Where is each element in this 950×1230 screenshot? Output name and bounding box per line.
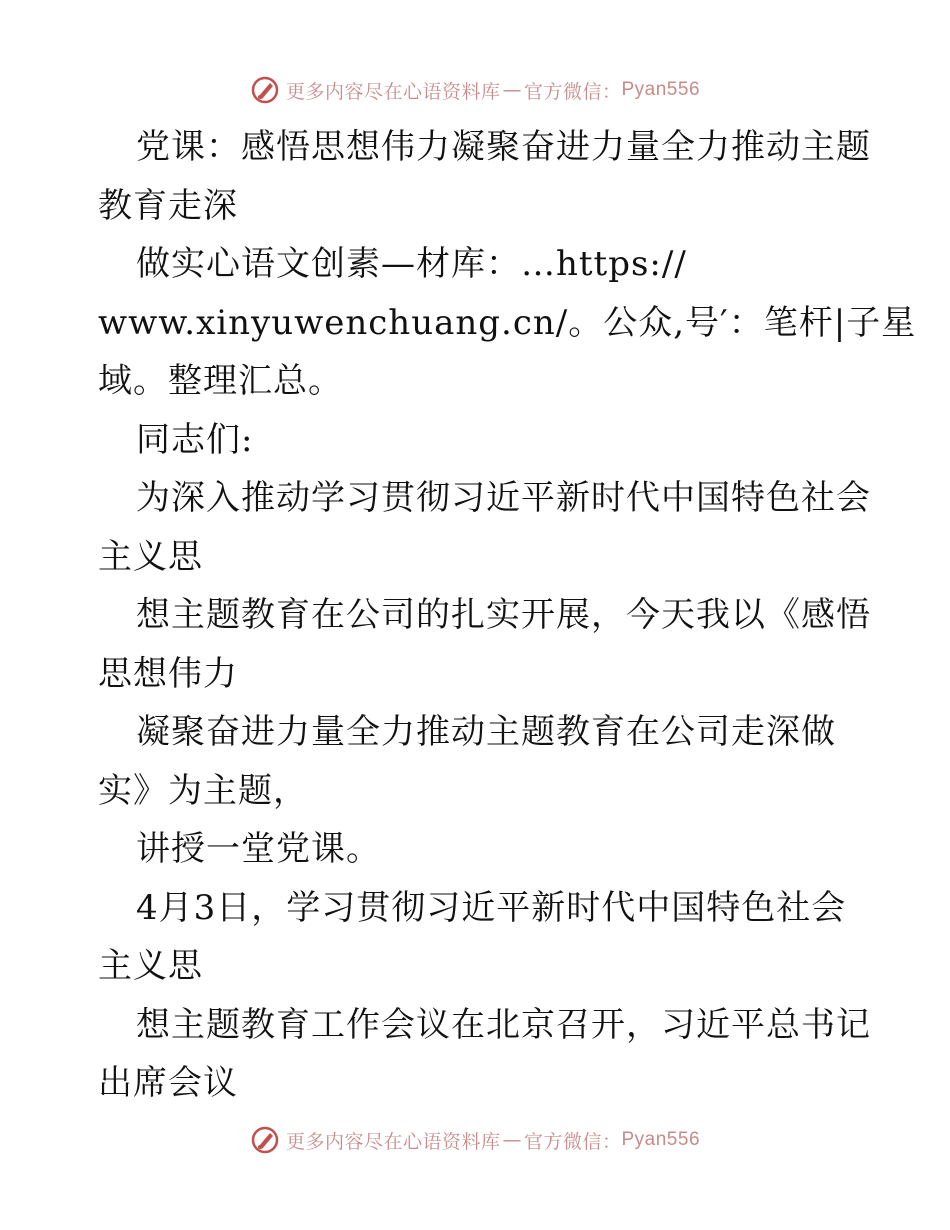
pen-logo-icon bbox=[250, 1125, 280, 1155]
watermark-separator: — bbox=[502, 79, 522, 101]
pen-logo-icon bbox=[250, 75, 280, 105]
watermark-wechat-account: Pyan556 bbox=[621, 1129, 701, 1150]
doc-line: 4月3日，学习贯彻习近平新时代中国特色社会 bbox=[136, 887, 847, 928]
doc-line: 出席会议 bbox=[98, 1063, 238, 1103]
watermark-wechat-label: 官方微信： bbox=[523, 80, 622, 103]
watermark-wechat-account: Pyan556 bbox=[621, 79, 701, 100]
footer-watermark bbox=[0, 1120, 950, 1160]
doc-line: 想主题教育在公司的扎实开展，今天我以《感悟 bbox=[136, 595, 871, 635]
doc-line: 为深入推动学习贯彻习近平新时代中国特色社会 bbox=[136, 478, 871, 518]
doc-line: www.xinyuwenchuang.cn/。公众,号′：笔杆|子星 bbox=[98, 302, 917, 343]
document-body bbox=[98, 118, 917, 1113]
watermark-separator: — bbox=[502, 1129, 522, 1151]
doc-line: 党课：感悟思想伟力凝聚奋进力量全力推动主题 bbox=[136, 127, 871, 167]
header-watermark bbox=[0, 70, 950, 110]
doc-line: 讲授一堂党课。 bbox=[136, 829, 381, 869]
doc-line: 域。整理汇总。 bbox=[98, 361, 343, 401]
doc-line: 做实心语文创素—材库：…https:// bbox=[136, 244, 687, 284]
doc-line: 教育走深 bbox=[98, 185, 238, 226]
doc-line: 主义思 bbox=[98, 536, 203, 577]
doc-line: 思想伟力 bbox=[98, 653, 238, 694]
doc-line: 主义思 bbox=[98, 946, 203, 986]
doc-line: 同志们: bbox=[136, 419, 254, 460]
doc-line: 凝聚奋进力量全力推动主题教育在公司走深做 bbox=[136, 712, 836, 752]
doc-line: 实》为主题， bbox=[98, 770, 308, 811]
watermark-wechat-label: 官方微信： bbox=[523, 1130, 622, 1153]
watermark-text: 更多内容尽在心语资料库 bbox=[285, 80, 501, 103]
watermark-text: 更多内容尽在心语资料库 bbox=[285, 1130, 501, 1153]
doc-line: 想主题教育工作会议在北京召开，习近平总书记 bbox=[136, 1004, 871, 1045]
